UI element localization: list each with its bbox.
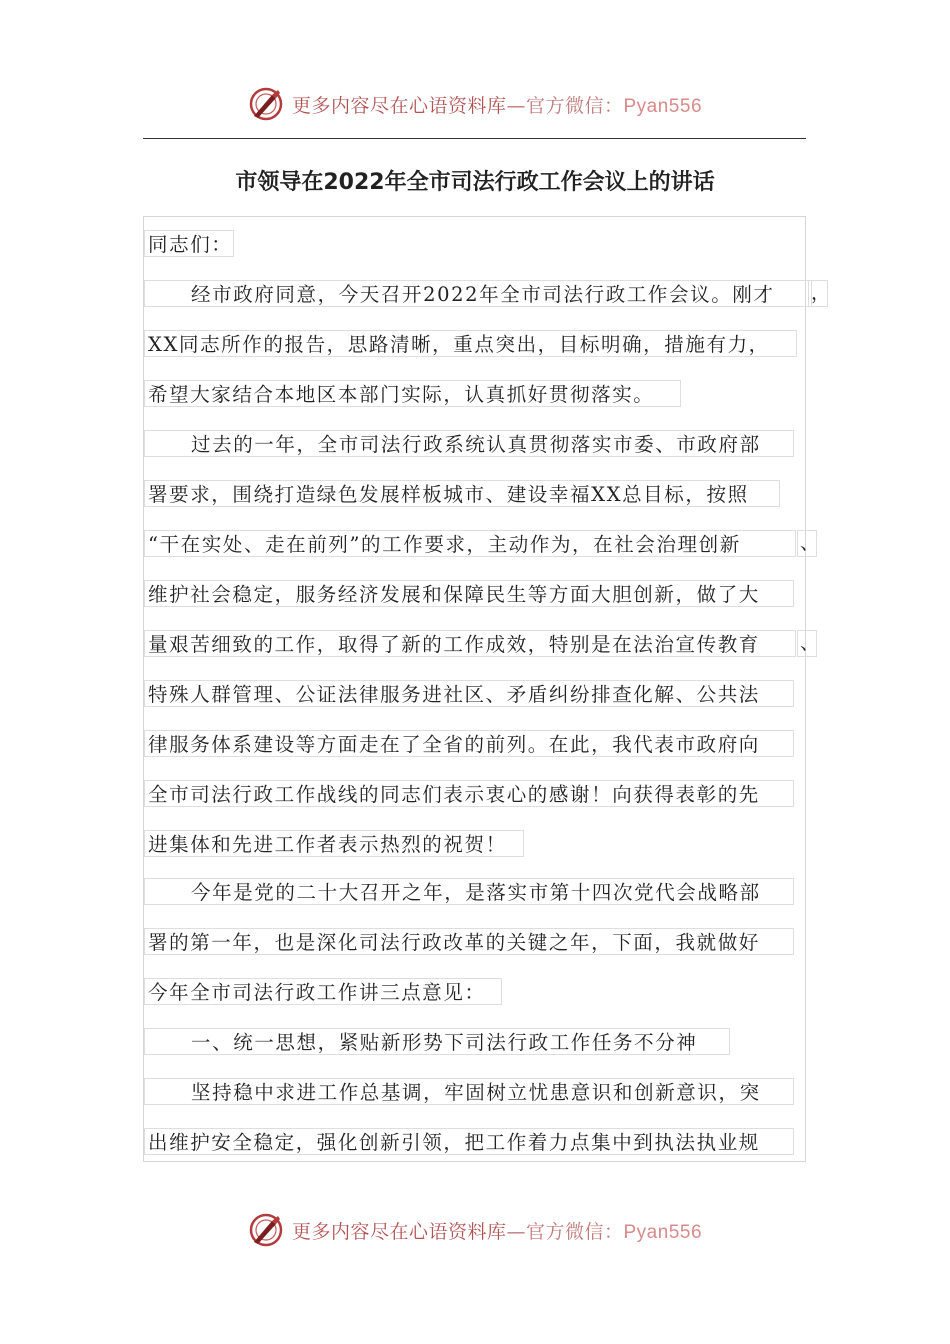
- text-line: 过去的一年，全市司法行政系统认真贯彻落实市委、市政府部: [144, 430, 794, 457]
- text-line: 今年全市司法行政工作讲三点意见：: [144, 978, 502, 1005]
- watermark-text: [292, 91, 702, 118]
- section-heading: 一、统一思想，紧贴新形势下司法行政工作任务不分神: [144, 1028, 730, 1055]
- text-line: “干在实处、走在前列”的工作要求，主动作为，在社会治理创新: [144, 530, 796, 557]
- header-divider: [143, 138, 806, 139]
- text-line: 坚持稳中求进工作总基调，牢固树立忧患意识和创新意识，突: [144, 1078, 794, 1105]
- text-line: 今年是党的二十大召开之年，是落实市第十四次党代会战略部: [144, 878, 794, 905]
- footer-watermark: [0, 1208, 950, 1252]
- watermark-separator: —: [506, 94, 526, 117]
- watermark-wechat-id: Pyan556: [623, 95, 703, 117]
- pen-logo-icon: [248, 86, 284, 122]
- pen-logo-icon: [248, 1212, 284, 1248]
- watermark-wechat-label: 官方微信：: [525, 94, 624, 117]
- document-title: 市领导在2022年全市司法行政工作会议上的讲话: [235, 170, 715, 195]
- watermark-brand: 更多内容尽在心语资料库: [291, 94, 507, 117]
- text-line-tail: 、: [797, 630, 817, 657]
- text-line: 出维护安全稳定，强化创新引领，把工作着力点集中到执法执业规: [144, 1128, 794, 1155]
- watermark-wechat-label: 官方微信：: [525, 1220, 624, 1243]
- text-line: 特殊人群管理、公证法律服务进社区、矛盾纠纷排查化解、公共法: [144, 680, 794, 707]
- text-line: 全市司法行政工作战线的同志们表示衷心的感谢！向获得表彰的先: [144, 780, 794, 807]
- text-line: 维护社会稳定，服务经济发展和保障民生等方面大胆创新，做了大: [144, 580, 794, 607]
- text-line: XX同志所作的报告，思路清晰，重点突出，目标明确，措施有力，: [144, 330, 797, 357]
- watermark-wechat-id: Pyan556: [623, 1221, 703, 1243]
- watermark-text: [292, 1217, 702, 1244]
- text-line: 律服务体系建设等方面走在了全省的前列。在此，我代表市政府向: [144, 730, 794, 757]
- text-line: 署的第一年，也是深化司法行政改革的关键之年，下面，我就做好: [144, 928, 794, 955]
- header-watermark: [0, 82, 950, 126]
- text-line: 署要求，围绕打造绿色发展样板城市、建设幸福XX总目标，按照: [144, 480, 780, 507]
- watermark-brand: 更多内容尽在心语资料库: [291, 1220, 507, 1243]
- text-line-tail: 、: [797, 530, 817, 557]
- text-line-tail: ，: [808, 280, 828, 307]
- text-line: 希望大家结合本地区本部门实际，认真抓好贯彻落实。: [144, 380, 681, 407]
- text-line: 进集体和先进工作者表示热烈的祝贺！: [144, 830, 524, 857]
- greeting-line: 同志们：: [144, 230, 234, 257]
- text-line: 经市政府同意，今天召开2022年全市司法行政工作会议。刚才: [144, 280, 812, 307]
- text-line: 量艰苦细致的工作，取得了新的工作成效，特别是在法治宣传教育: [144, 630, 796, 657]
- watermark-separator: —: [506, 1220, 526, 1243]
